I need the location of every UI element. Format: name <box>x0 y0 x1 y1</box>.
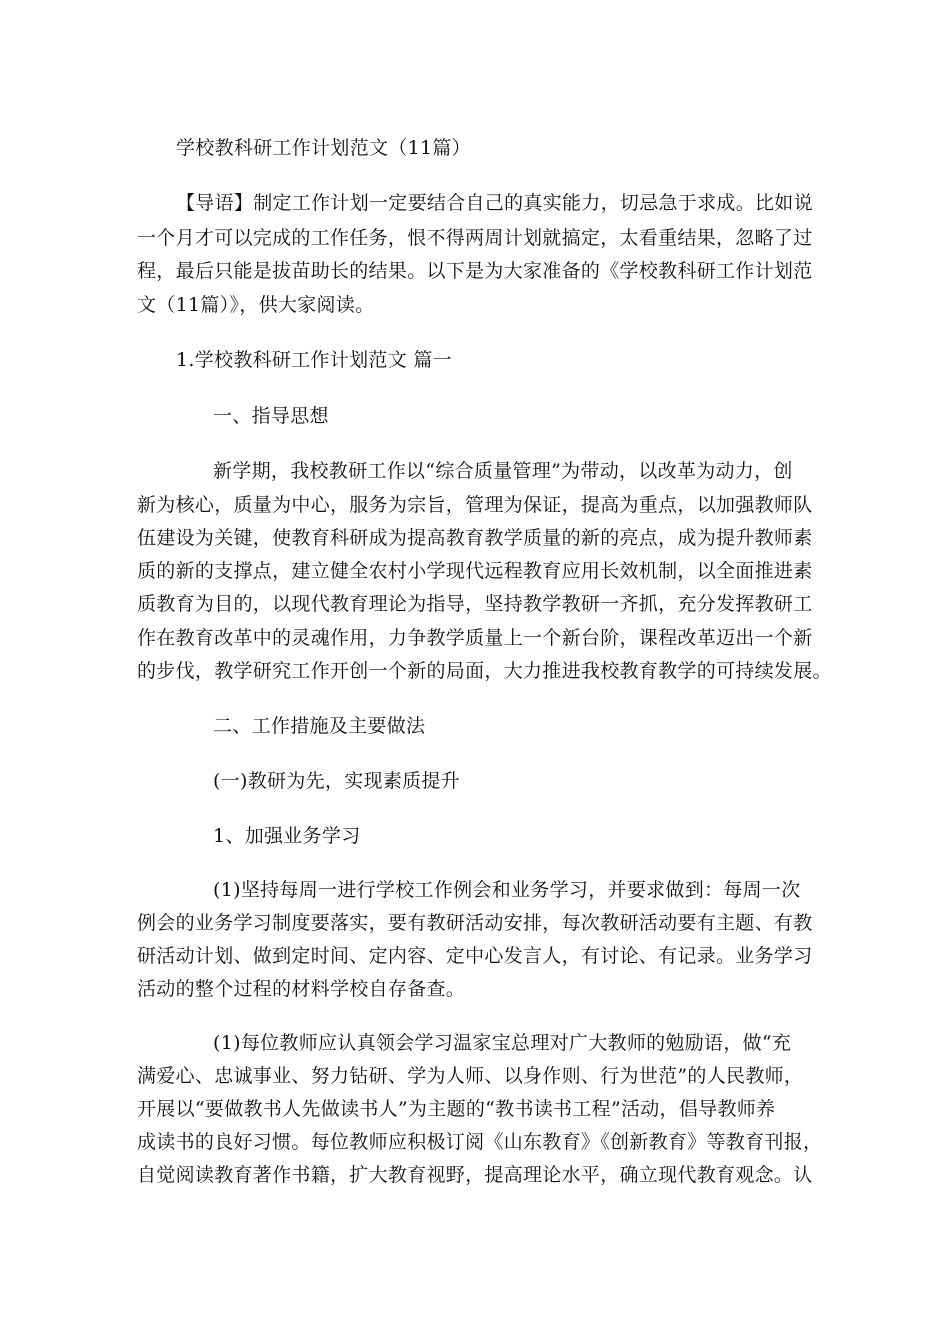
paragraph-line: (1)坚持每周一进行学校工作例会和业务学习，并要求做到：每周一次 <box>213 879 801 901</box>
part1-body-line: 的步伐，教学研究工作开创一个新的局面，大力推进我校教育教学的可持续发展。 <box>137 660 832 682</box>
intro-line: 文（11篇）》，供大家阅读。 <box>137 294 375 316</box>
subsection-heading: (一)教研为先，实现素质提升 <box>213 770 461 792</box>
part1-body-line: 质教育为目的，以现代教育理论为指导，坚持教学教研一齐抓，充分发挥教研工 <box>137 593 813 615</box>
part1-body-line: 质的新的支撑点，建立健全农村小学现代远程教育应用长效机制，以全面推进素 <box>137 560 813 582</box>
section-heading: 1.学校教科研工作计划范文 篇一 <box>176 349 452 371</box>
paragraph-line: 开展以“要做教书人先做读书人”为主题的“教书读书工程”活动，倡导教师养 <box>137 1098 776 1120</box>
part1-body-line: 新为核心，质量为中心，服务为宗旨，管理为保证，提高为重点，以加强教师队 <box>137 494 813 516</box>
paragraph-line: 成读书的良好习惯。每位教师应积极订阅《山东教育》《创新教育》等教育刊报， <box>137 1131 823 1153</box>
part1-heading: 一、指导思想 <box>213 405 329 427</box>
item-heading: 1、加强业务学习 <box>213 825 361 847</box>
intro-line: 【导语】制定工作计划一定要结合自己的真实能力，切忌急于求成。比如说 <box>176 192 813 214</box>
paragraph-line: 例会的业务学习制度要落实，要有教研活动安排，每次教研活动要有主题、有教 <box>137 912 813 934</box>
document-title: 学校教科研工作计划范文（11篇） <box>176 137 471 159</box>
paragraph-line: (1)每位教师应认真领会学习温家宝总理对广大教师的勉励语，做“充 <box>213 1032 792 1054</box>
part1-body-line: 伍建设为关键，使教育科研成为提高教育教学质量的新的亮点，成为提升教师素 <box>137 527 813 549</box>
paragraph-line: 研活动计划、做到定时间、定内容、定中心发言人，有讨论、有记录。业务学习 <box>137 945 813 967</box>
part2-heading: 二、工作措施及主要做法 <box>213 715 426 737</box>
paragraph-line: 满爱心、忠诚事业、努力钻研、学为人师、以身作则、行为世范”的人民教师， <box>137 1065 804 1087</box>
paragraph-line: 自觉阅读教育著作书籍，扩大教育视野，提高理论水平，确立现代教育观念。认 <box>137 1164 813 1186</box>
intro-line: 程，最后只能是拔苗助长的结果。以下是为大家准备的《学校教科研工作计划范 <box>137 260 813 282</box>
paragraph-line: 活动的整个过程的材料学校自存备查。 <box>137 978 466 1000</box>
part1-body-line: 作在教育改革中的灵魂作用，力争教学质量上一个新台阶，课程改革迈出一个新 <box>137 627 813 649</box>
intro-line: 一个月才可以完成的工作任务，恨不得两周计划就搞定，太看重结果，忽略了过 <box>137 227 813 249</box>
part1-body-line: 新学期，我校教研工作以“综合质量管理”为带动，以改革为动力，创 <box>213 460 793 482</box>
